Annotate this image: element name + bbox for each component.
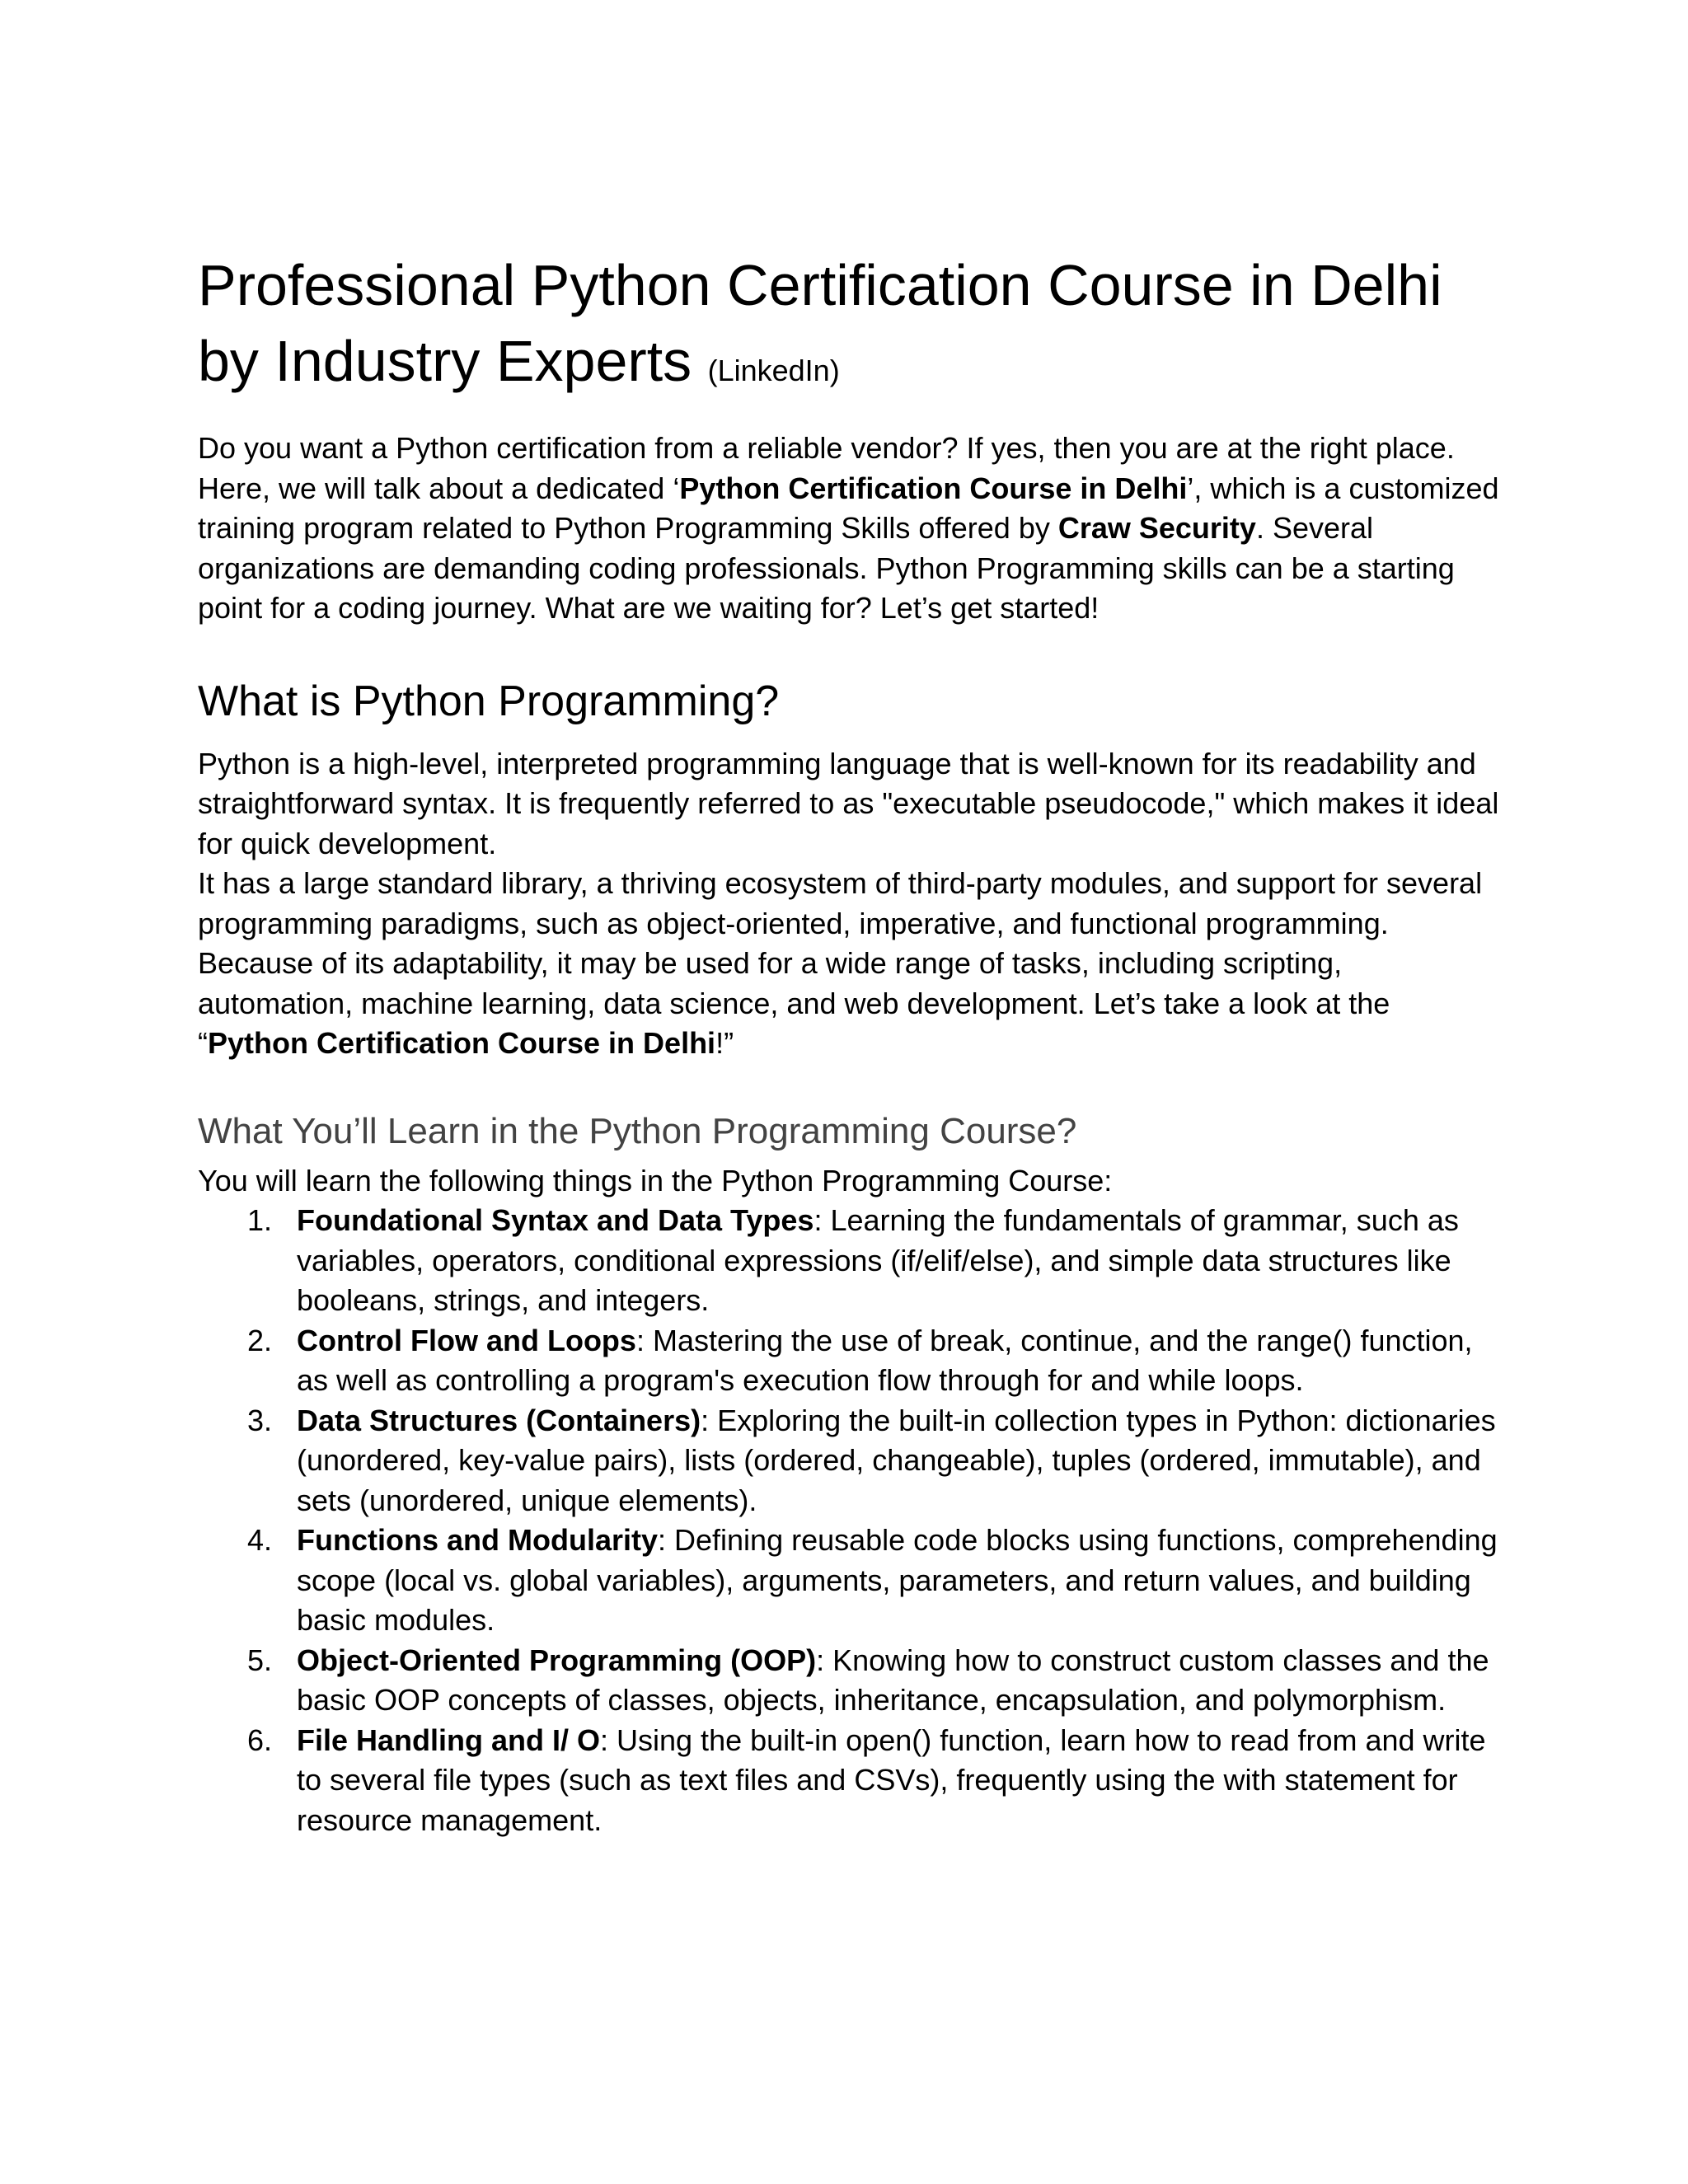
list-item (198, 1401, 1500, 1521)
list-item (198, 1201, 1500, 1321)
section2-lead: You will learn the following things in the Python Programming Course: (198, 1163, 1113, 1197)
list-item-title: Foundational Syntax and Data Types (297, 1203, 814, 1237)
list-item-text: : Knowing how to construct custom classes and the basic OOP concepts of classes, objects, inheritance, encapsulation, and polymorphism. (297, 1643, 1489, 1717)
list-item-text: : Using the built-in open() function, learn how to read from and write to several file types (such as text files and CSVs), frequently using the with statement for resource management. (297, 1722, 1486, 1837)
intro-text-2: ’, which is a customized training program related to Python Programming Skills offered by (198, 471, 1499, 545)
list-item-text: : Exploring the built-in collection types in Python: dictionaries (unordered, key-value pairs), lists (ordered, changeable), tuples (ordered, immutable), and sets (unordered, unique elements). (297, 1403, 1496, 1517)
section1-paragraph-2: It has a large standard library, a thriving ecosystem of third-party modules, and support for several programming paradigms, such as object-oriented, imperative, and functional programming. (198, 866, 1483, 940)
intro-text-3: . Several organizations are demanding coding professionals. Python Programming skills can be a starting point for a coding journey. What are we waiting for? Let’s get started! (198, 511, 1455, 625)
learn-list (198, 1201, 1500, 1840)
list-item-number: 3. (247, 1403, 273, 1437)
intro-bold-company: Craw Security (1057, 511, 1256, 545)
list-item-title: Control Flow and Loops (297, 1323, 636, 1357)
section-heading-what-is-python: What is Python Programming? (198, 677, 780, 725)
list-item-number: 2. (247, 1323, 273, 1357)
section1-paragraph-3 (198, 944, 1500, 1064)
intro-paragraph (198, 429, 1500, 629)
list-item-title: Functions and Modularity (297, 1523, 658, 1557)
section-heading-what-you-learn: What You’ll Learn in the Python Programming Course? (198, 1110, 1077, 1151)
list-item-title: File Handling and I/ O (297, 1722, 601, 1757)
document-page (198, 247, 1500, 1840)
intro-bold-course: Python Certification Course in Delhi (679, 471, 1188, 505)
list-item-text: : Defining reusable code blocks using functions, comprehending scope (local vs. global variables), arguments, parameters, and return values, and building basic modules. (297, 1523, 1498, 1637)
section1-paragraph-1: Python is a high-level, interpreted programming language that is well-known for its readability and straightforward syntax. It is frequently referred to as "executable pseudocode," which makes it ideal for quick development. (198, 746, 1499, 860)
list-item-number: 5. (247, 1643, 273, 1677)
intro-text-1: Do you want a Python certification from a reliable vendor? If yes, then you are at the right place. Here, we will talk about a dedicated ‘ (198, 431, 1455, 505)
title-text: Professional Python Certification Course in Delhi by Industry Experts (198, 253, 1442, 393)
list-item (198, 1721, 1500, 1841)
title-source-note: (LinkedIn) (707, 354, 840, 387)
list-item (198, 1521, 1500, 1641)
list-item-number: 4. (247, 1523, 273, 1557)
list-item-title: Data Structures (Containers) (297, 1403, 701, 1437)
list-item-number: 1. (247, 1203, 273, 1237)
section1-p3-text-1: Because of its adaptability, it may be used for a wide range of tasks, including scripting, automation, machine learning, data science, and web development. Let’s take a look at the “ (198, 946, 1390, 1060)
section1-p3-bold: Python Certification Course in Delhi (208, 1026, 716, 1060)
list-item (198, 1321, 1500, 1401)
list-item-text: : Mastering the use of break, continue, and the range() function, as well as controlling a program's execution flow through for and while loops. (297, 1323, 1473, 1397)
page-title (198, 247, 1500, 409)
list-item-title: Object-Oriented Programming (OOP) (297, 1643, 817, 1677)
list-item-number: 6. (247, 1722, 273, 1757)
section1-p3-text-2: !” (715, 1026, 734, 1060)
list-item (198, 1641, 1500, 1721)
list-item-text: : Learning the fundamentals of grammar, such as variables, operators, conditional expressions (if/elif/else), and simple data structures like booleans, strings, and integers. (297, 1203, 1459, 1317)
